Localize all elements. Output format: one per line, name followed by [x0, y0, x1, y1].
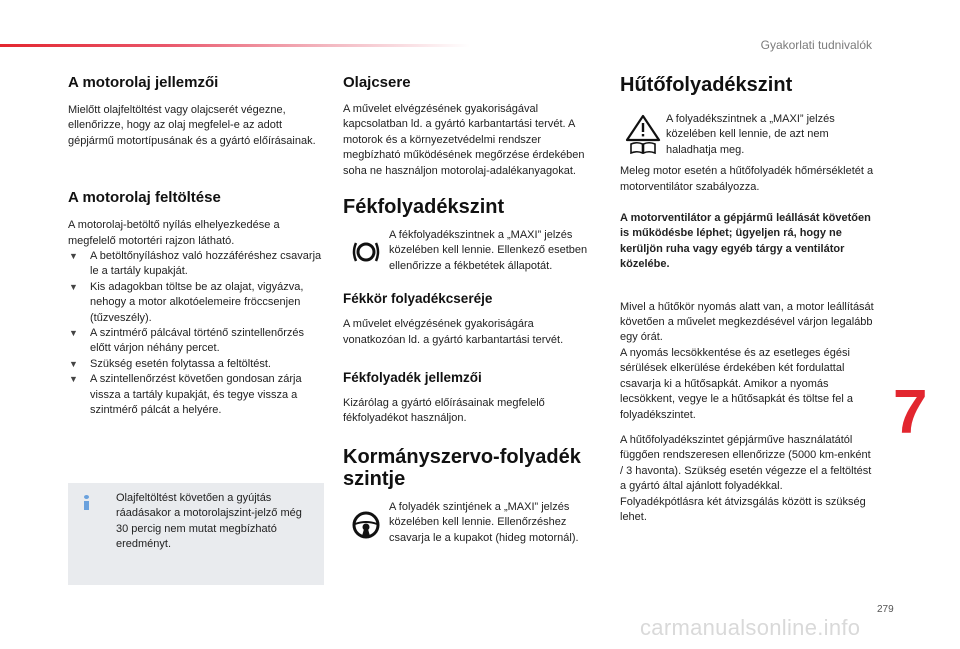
- heading-oil-topup: A motorolaj feltöltése: [68, 189, 221, 207]
- brake-warning-icon: [351, 238, 381, 266]
- coolant-check-text-2: Folyadékpótlásra két átvizsgálás között is szükség lehet.: [620, 495, 866, 523]
- coolant-check-text-1: A hűtőfolyadékszintet gépjárműve használatától függően rendszeresen ellenőrizze (5000 km-enként / 3 havonta). Szükség esetén végezze el a feltöltést a gyártó által ajánlott folyadékkal.: [620, 433, 872, 493]
- power-steering-fluid-text: A folyadék szintjének a „MAXI” jelzés közelében kell lennie. Ellenőrzéshez csavarja le a kupakot (hideg motornál).: [389, 500, 579, 544]
- page-number: 279: [877, 604, 894, 615]
- fan-warning-text: A motorventilátor a gépjármű leállását követően is működésbe léphet; ügyeljen rá, hogy ne kerüljön ruha vagy egyéb tárgy a ventilátor közelébe.: [620, 212, 871, 271]
- watermark: carmanualsonline.info: [640, 615, 861, 640]
- oil-topup-steps: [68, 249, 324, 418]
- heading-coolant-level: Hűtőfolyadékszint: [620, 74, 793, 96]
- pressure-text-1: Mivel a hűtőkör nyomás alatt van, a motor leállítását követően a művelet megkezdésével várjon legalább egy órát.: [620, 300, 874, 344]
- warning-manual-icon: [625, 114, 661, 154]
- steering-wheel-icon: [351, 510, 381, 540]
- info-box: [68, 483, 324, 585]
- triangle-bullet-icon: ▼: [69, 374, 78, 385]
- oil-change-text: A művelet elvégzésének gyakoriságával kapcsolatban ld. a gyártó karbantartási tervét. A motorok és a környezetvédelmi rendszer megbízható működésének megőrzése érdekében soha ne használjon motorolaj-adalékanyagokat.: [343, 103, 585, 177]
- heading-brake-fluid-change: Fékkör folyadékcseréje: [343, 291, 493, 307]
- list-item: ▼ Szükség esetén folytassa a feltöltést.: [68, 357, 324, 372]
- list-item: ▼ A szintellenőrzést követően gondosan zárja vissza a tartály kupakját, és tegye vissza a szintmérő pálcát a helyére.: [69, 373, 302, 417]
- coolant-fan-text: Meleg motor esetén a hűtőfolyadék hőmérsékletét a motorventilátor szabályozza.: [620, 165, 874, 193]
- triangle-bullet-icon: ▼: [69, 281, 78, 292]
- column-coolant: [620, 74, 876, 525]
- triangle-bullet-icon: ▼: [69, 358, 78, 369]
- oil-topup-intro: A motorolaj-betöltő nyílás elhelyezkedése a megfelelő motortéri rajzon látható.: [68, 219, 280, 247]
- list-item: ▼ A szintmérő pálcával történő szintellenőrzés előtt várjon néhány percet.: [69, 327, 304, 355]
- brake-fluid-change-text: A művelet elvégzésének gyakoriságára vonatkozóan ld. a gyártó karbantartási tervét.: [343, 318, 564, 346]
- brake-fluid-level-text: A fékfolyadékszintnek a „MAXI” jelzés közelében kell lennie. Ellenkező esetben ellenőrizze a fékbetétek állapotát.: [389, 229, 588, 272]
- info-icon: [83, 495, 89, 510]
- triangle-bullet-icon: ▼: [69, 251, 78, 262]
- chapter-number: 7: [893, 378, 928, 447]
- heading-oil-specs: A motorolaj jellemzői: [68, 74, 219, 91]
- heading-brake-fluid-specs: Fékfolyadék jellemzői: [343, 370, 482, 386]
- info-text: Olajfeltöltést követően a gyújtás ráadásakor a motorolajszint-jelző még 30 percig nem mutat megbízható eredményt.: [116, 492, 302, 551]
- top-accent-bar: [0, 44, 470, 47]
- heading-brake-fluid-level: Fékfolyadékszint: [343, 196, 505, 219]
- heading-power-steering-fluid: Kormányszervo-folyadék szintje: [343, 445, 581, 490]
- oil-specs-text: Mielőtt olajfeltöltést vagy olajcserét végezne, ellenőrizze, hogy az olaj megfelel-e az adott gépjármű motortípusának és a gyártó előírásainak.: [68, 104, 316, 147]
- list-item: ▼ Kis adagokban töltse be az olajat, vigyázva, nehogy a motor alkotóelemeire fröccsenjen (tűzveszély).: [69, 280, 304, 324]
- section-title: Gyakorlati tudnivalók: [760, 38, 872, 52]
- coolant-level-text: A folyadékszintnek a „MAXI” jelzés közelében kell lennie, de azt nem haladhatja meg.: [666, 113, 835, 156]
- column-engine-oil: [68, 74, 324, 419]
- pressure-text-2: A nyomás lecsökkentése és az esetleges égési sérülések elkerülése érdekében két fordulattal csavarja ki a hűtősapkát. Amikor a nyomás lecsökkent, vegye le a hűtősapkát és töltse fel a folyadékszintet.: [620, 346, 853, 421]
- list-item: ▼ A betöltőnyíláshoz való hozzáféréshez csavarja le a tartály kupakját.: [69, 250, 322, 278]
- column-fluids: [343, 74, 599, 546]
- brake-fluid-specs-text: Kizárólag a gyártó előírásainak megfelelő fékfolyadékot használjon.: [343, 397, 545, 425]
- triangle-bullet-icon: ▼: [69, 328, 78, 339]
- heading-oil-change: Olajcsere: [343, 74, 411, 91]
